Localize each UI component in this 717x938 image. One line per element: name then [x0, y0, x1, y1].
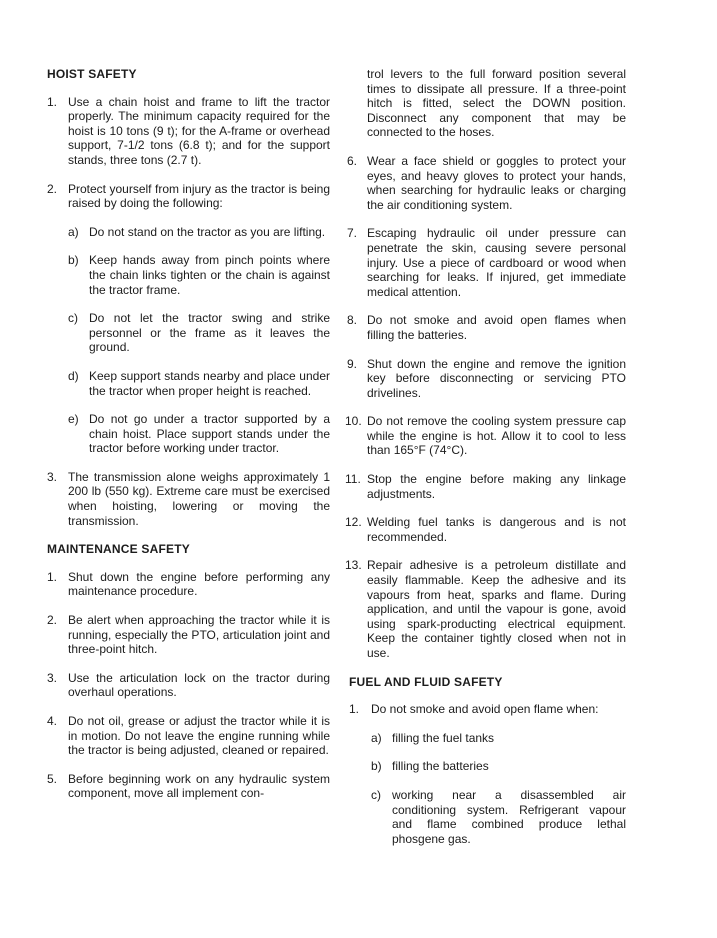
item-text: Do not oil, grease or adjust the tractor while it is in motion. Do not leave the engine running while the tractor is being adjusted, cleaned or repaired.: [68, 714, 330, 758]
item-number: 1.: [349, 702, 360, 717]
hoist-subitem-c: [68, 311, 330, 355]
item-number: 1.: [47, 94, 58, 109]
item-number: 1.: [47, 569, 58, 584]
item-text: The transmission alone weighs approximately 1 200 lb (550 kg). Extreme care must be exercised when hoisting, lowering or moving the transmission.: [68, 469, 330, 528]
subitem-letter: d): [68, 368, 79, 383]
subitem-text: Do not let the tractor swing and strike personnel or the frame as it leaves the ground.: [89, 311, 330, 355]
hoist-safety-list: [47, 95, 330, 529]
item-number: 2.: [47, 613, 58, 628]
subitem-text: filling the fuel tanks: [392, 730, 495, 745]
subitem-text: filling the batteries: [392, 759, 489, 774]
item-text: Be alert when approaching the tractor while it is running, especially the PTO, articulation joint and three-point hitch.: [68, 613, 330, 657]
hoist-item-2-sublist: [68, 225, 330, 456]
item-text: Wear a face shield or goggles to protect your eyes, and heavy gloves to protect your hands, when searching for hydraulic leaks or charging the air conditioning system.: [367, 153, 626, 212]
maintenance-item-4: [47, 714, 330, 758]
item-number: 12.: [345, 515, 362, 530]
subitem-letter: e): [68, 412, 79, 427]
item-text: Welding fuel tanks is dangerous and is not recommended.: [367, 515, 626, 544]
hoist-subitem-b: [68, 253, 330, 297]
item-text: Shut down the engine before performing any maintenance procedure.: [68, 569, 330, 599]
item-text: Protect yourself from injury as the tractor is being raised by doing the following:: [68, 181, 330, 211]
maintenance-safety-heading: MAINTENANCE SAFETY: [47, 542, 190, 557]
item-text: Before beginning work on any hydraulic system component, move all implement con-: [68, 771, 330, 801]
fuel-subitem-c: [371, 788, 626, 846]
item-number: 11.: [345, 472, 361, 487]
fuel-item-1-sublist: [371, 731, 626, 847]
maintenance-item-5-continuation: trol levers to the full forward position several times to dissipate all pressure. If a three-point hitch is fitted, select the DOWN position. Disconnect any component that may be connected to the hoses.: [367, 67, 626, 140]
maintenance-item-8: [345, 313, 626, 342]
hoist-subitem-a: [68, 225, 330, 240]
item-text: Do not smoke and avoid open flames when filling the batteries.: [367, 313, 626, 342]
subitem-letter: b): [68, 253, 79, 268]
hoist-item-2: [47, 182, 330, 456]
fuel-fluid-safety-list: [345, 702, 626, 846]
maintenance-item-9: [345, 357, 626, 401]
fuel-fluid-safety-heading: FUEL AND FLUID SAFETY: [349, 674, 503, 689]
fuel-subitem-b: [371, 759, 626, 774]
item-text: Use a chain hoist and frame to lift the tractor properly. The minimum capacity required for the hoist is 10 tons (9 t); for the A-frame or overhead support, 7-1/2 tons (6.8 t); and for the support stands, three tons (2.7 t).: [68, 94, 330, 167]
item-number: 7.: [347, 226, 358, 241]
subitem-text: Keep support stands nearby and place under the tractor when proper height is reached.: [89, 368, 330, 398]
item-text: Repair adhesive is a petroleum distillate and easily flammable. Keep the adhesive and its vapours from heat, sparks and flame. During application, and until the vapour is gone, avoid using spark-producting electrical equipment. Keep the container tightly closed when not in use.: [367, 558, 626, 660]
item-number: 3.: [47, 469, 58, 484]
item-number: 5.: [47, 771, 58, 786]
fuel-item-1: [345, 702, 626, 846]
hoist-subitem-e: [68, 412, 330, 456]
item-number: 8.: [347, 313, 358, 328]
subitem-text: Do not go under a tractor supported by a chain hoist. Place support stands under the tractor before working under tractor.: [89, 412, 330, 456]
fuel-subitem-a: [371, 731, 626, 746]
maintenance-item-5: [47, 772, 330, 801]
maintenance-item-7: [345, 226, 626, 299]
hoist-subitem-d: [68, 369, 330, 398]
item-text: Do not smoke and avoid open flame when:: [371, 702, 599, 717]
maintenance-item-1: [47, 570, 330, 599]
maintenance-item-11: [345, 472, 626, 501]
item-text: Shut down the engine and remove the ignition key before disconnecting or servicing PTO drivelines.: [367, 356, 626, 400]
item-number: 6.: [347, 153, 358, 168]
maintenance-item-12: [345, 515, 626, 544]
item-text: Use the articulation lock on the tractor during overhaul operations.: [68, 670, 330, 700]
subitem-letter: c): [371, 787, 381, 802]
item-number: 2.: [47, 181, 58, 196]
item-number: 10.: [345, 414, 362, 429]
item-text: Escaping hydraulic oil under pressure can penetrate the skin, causing severe personal injury. Use a piece of cardboard or wood when searching for leaks. If injured, get immediate medical attention.: [367, 226, 626, 299]
maintenance-item-13: [345, 558, 626, 660]
subitem-letter: a): [371, 730, 382, 745]
item-number: 13.: [345, 558, 362, 573]
item-number: 9.: [347, 356, 358, 371]
maintenance-item-10: [345, 414, 626, 458]
subitem-text: Keep hands away from pinch points where the chain links tighten or the chain is against the tractor frame.: [89, 253, 330, 297]
maintenance-item-6: [345, 154, 626, 212]
subitem-letter: c): [68, 311, 78, 326]
left-column: [47, 67, 330, 815]
hoist-item-1: [47, 95, 330, 168]
item-number: 4.: [47, 714, 58, 728]
hoist-item-3: [47, 470, 330, 528]
item-number: 3.: [47, 670, 58, 685]
item-text: Stop the engine before making any linkage adjustments.: [367, 472, 626, 501]
right-column: [345, 67, 626, 860]
subitem-letter: b): [371, 759, 382, 774]
maintenance-safety-list: [47, 570, 330, 801]
subitem-text: Do not stand on the tractor as you are lifting.: [89, 224, 326, 239]
maintenance-item-3: [47, 671, 330, 700]
hoist-safety-heading: HOIST SAFETY: [47, 67, 137, 81]
item-text: Do not remove the cooling system pressure cap while the engine is hot. Allow it to cool to less than 165°F (74°C).: [367, 414, 626, 458]
maintenance-safety-list-continued: [345, 154, 626, 661]
subitem-letter: a): [68, 224, 79, 239]
subitem-text: working near a disassembled air conditioning system. Refrigerant vapour and flame combined produce lethal phosgene gas.: [392, 787, 626, 846]
maintenance-item-2: [47, 613, 330, 657]
